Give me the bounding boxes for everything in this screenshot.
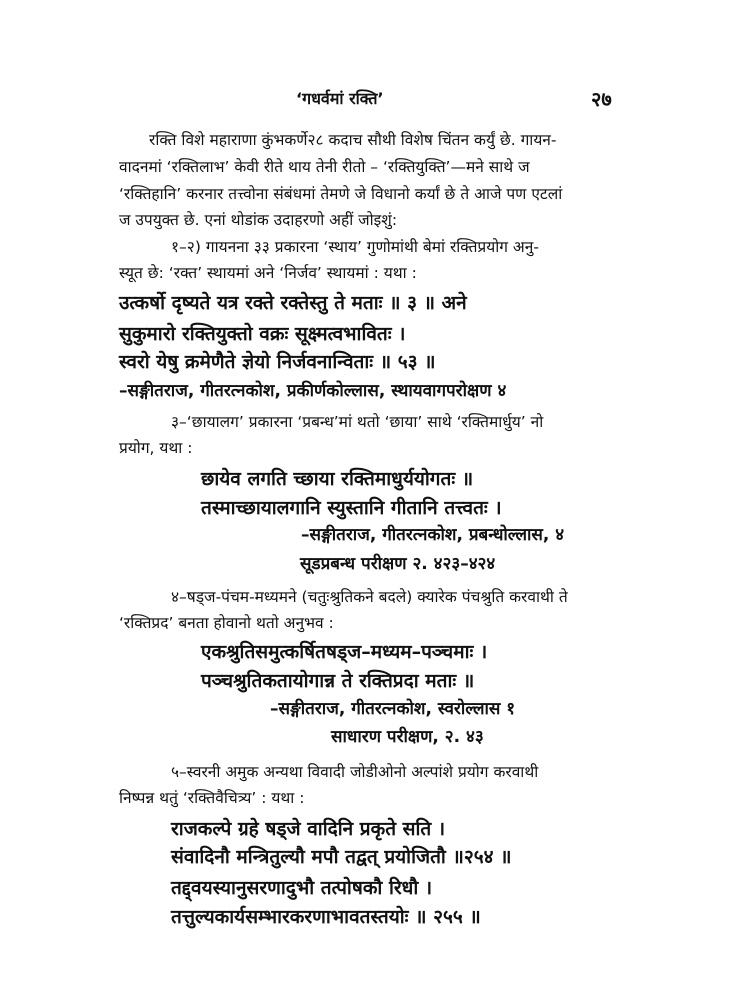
verse-line: छायेव लगति च्छाया रक्तिमाधुर्ययोगतः ॥ bbox=[201, 468, 474, 490]
verse-line: तत्तुल्यकार्यसम्भारकरणाभावतस्तयोः ॥ २५५ ॥ bbox=[171, 906, 481, 928]
item-line: ३–‘छायालग’ प्रकारना ‘प्रबन्ध’मां थतो ‘छाया’ साथे ‘रक्तिमार्धुय’ नो bbox=[171, 413, 544, 431]
verse-source: सूडप्रबन्ध परीक्षण २. ४२३–४२४ bbox=[300, 554, 496, 574]
verse-line: स्वरो येषु क्रमेणैते ज्ञेयो निर्जवनान्विताः ॥ ५३ ॥ bbox=[119, 351, 436, 373]
verse-source: –सङ्गीतराज, गीतरत्नकोश, प्रकीर्णकोल्लास, स्थायवागपरोक्षण ४ bbox=[119, 381, 507, 401]
intro-line: ज उपयुक्त छे. एनां थोडांक उदाहरणो अहीं जोइशुं: bbox=[119, 211, 398, 229]
verse-line: एकश्रुतिसमुत्कर्षितषड्ज–मध्यम–पञ्चमाः । bbox=[201, 641, 488, 663]
verse-source: –सङ्गीतराज, गीतरत्नकोश, प्रबन्धोल्लास, ४ bbox=[301, 525, 565, 545]
verse-line: सुकुमारो रक्तियुक्तो वक्रः सूक्ष्मत्वभावितः । bbox=[119, 323, 406, 345]
verse-line: उत्कर्षो दृष्यते यत्र रक्ते रक्तेस्तु ते मताः ॥ ३ ॥ अने bbox=[119, 292, 467, 314]
verse-line: संवादिनौ मन्त्रितुल्यौ मपौ तद्वत् प्रयोजितौ ॥२५४ ॥ bbox=[171, 846, 512, 868]
page-number: २७ bbox=[591, 87, 612, 111]
item-line: प्रयोग, यथा : bbox=[119, 439, 193, 457]
item-line: १–२) गायनना ३३ प्रकारना ‘स्थाय’ गुणोमांथी बेमां रक्तिप्रयोग अनु- bbox=[171, 238, 539, 256]
verse-source: –सङ्गीतराज, गीतरत्नकोश, स्वरोल्लास १ bbox=[270, 699, 516, 719]
intro-line: वादनमां ‘रक्तिलाभ’ केवी रीते थाय तेनी रीतो – ‘रक्तियुक्ति’—मने साथे ज bbox=[119, 158, 530, 176]
item-line: निष्पन्न थतुं ‘रक्तिवैचित्र्य’ : यथा : bbox=[119, 789, 305, 807]
item-line: ५–स्वरनी अमुक अन्यथा विवादी जोडीओनो अल्पांशे प्रयोग करवाथी bbox=[171, 763, 539, 781]
verse-line: तद्द्वयस्यानुसरणादुभौ तत्पोषकौ रिधौ । bbox=[171, 877, 433, 899]
verse-line: राजकल्पे ग्रहे षड्जे वादिनि प्रकृते सति । bbox=[171, 818, 446, 840]
verse-line: पञ्चश्रुतिकतायोगान्न ते रक्तिप्रदा मताः ॥ bbox=[201, 670, 475, 692]
intro-line: रक्ति विशे महाराणा कुंभकर्णे२८ कदाच सौथी विशेष चिंतन कर्युं छे. गायन- bbox=[149, 131, 557, 149]
item-line: स्यूत छे: ‘रक्त’ स्थायमां अने ‘निर्जव’ स्थायमां : यथा : bbox=[119, 264, 417, 282]
verse-source: साधारण परीक्षण, २. ४३ bbox=[331, 727, 484, 747]
item-line: ४–षड्ज-पंचम-मध्यमने (चतुःश्रुतिकने बदले) क्यारेक पंचश्रुति करवाथी ते bbox=[171, 588, 568, 606]
item-line: ‘रक्तिप्रद’ बनता होवानो थतो अनुभव : bbox=[119, 614, 334, 632]
intro-line: ‘रक्तिहानि’ करनार तत्त्वोना संबंधमां तेमणे जे विधानो कर्यां छे ते आजे पण एटलां bbox=[119, 185, 563, 203]
verse-line: तस्माच्छायालगानि स्युस्तानि गीतानि तत्त्वतः । bbox=[201, 497, 502, 519]
running-title: ‘गधर्वमां रक्ति’ bbox=[296, 89, 384, 108]
